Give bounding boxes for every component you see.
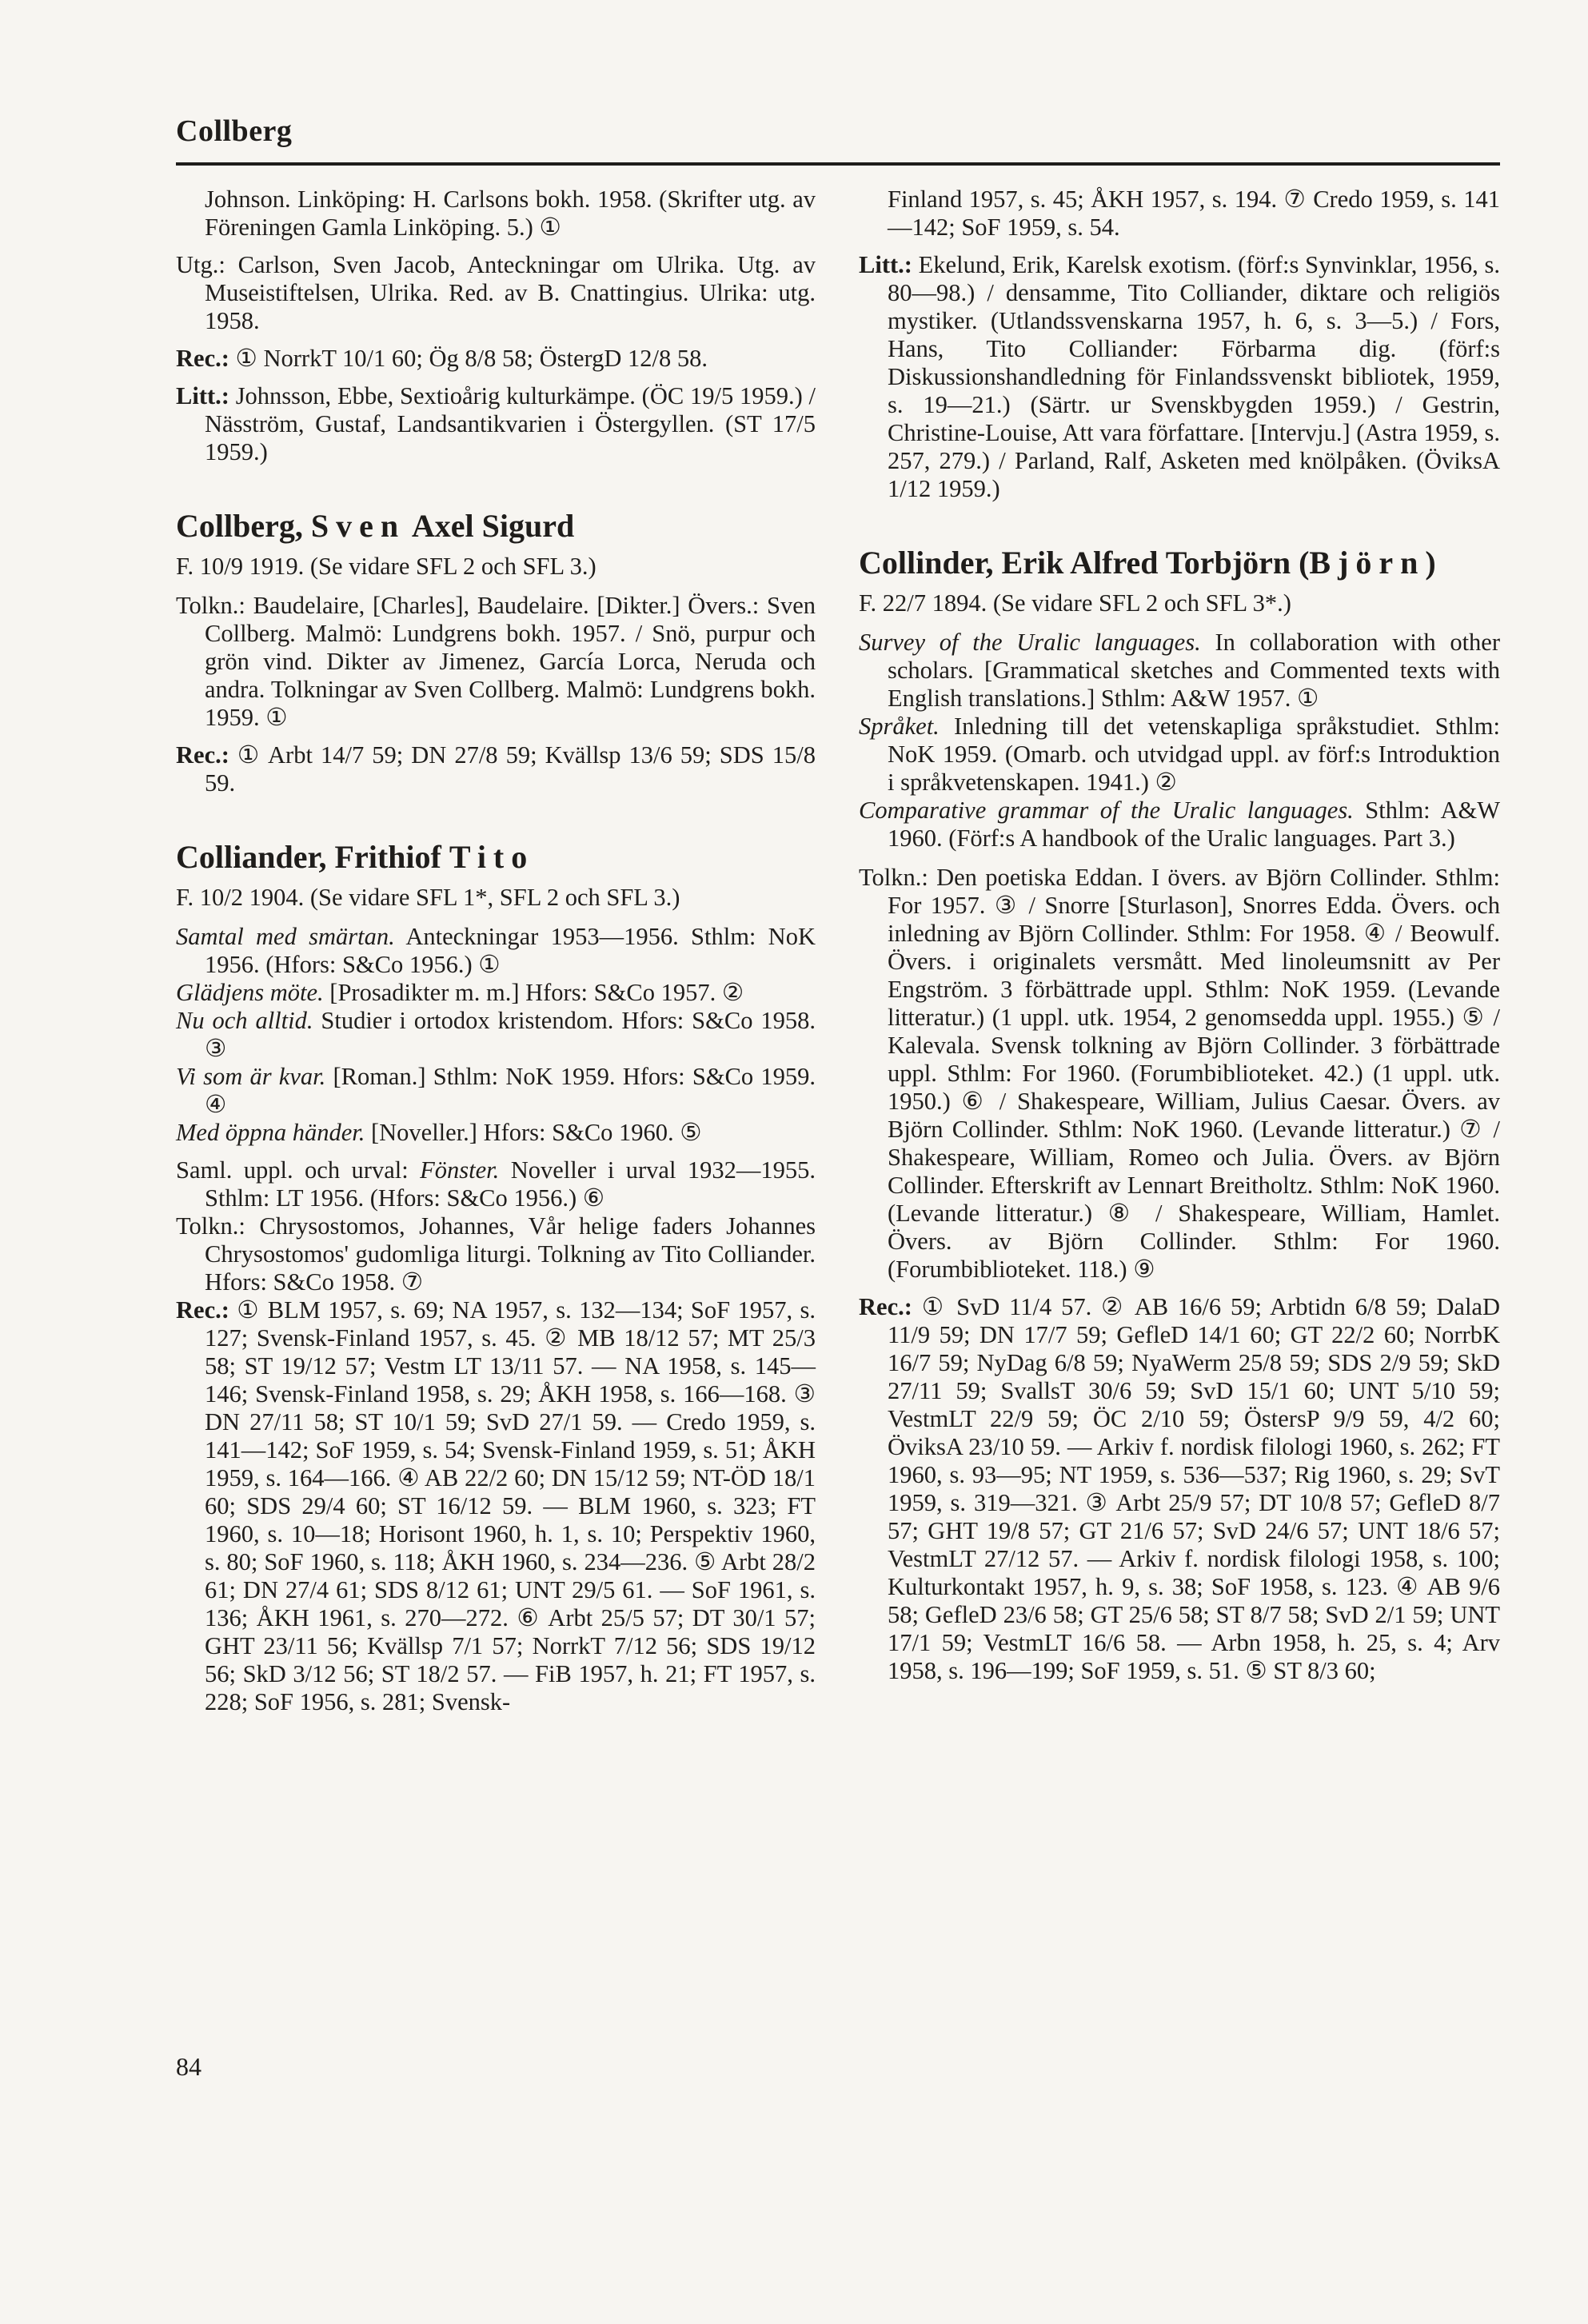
work-entry <box>176 979 816 1007</box>
section-label: Rec.: <box>859 1293 912 1320</box>
author-given-name: Sven <box>310 508 406 544</box>
work-entry <box>176 1063 816 1119</box>
work-title: Survey of the Uralic languages. <box>859 629 1201 656</box>
work-details: [Roman.] Sthlm: NoK 1959. Hfors: S&Co 1959. ④ <box>205 1063 816 1118</box>
entry-text: Utg.: Carlson, Sven Jacob, Anteckningar om Ulrika. Utg. av Museistiftelsen, Ulrika. Red. av B. Cnattingius. Ulrika: utg. 1958. <box>176 251 816 334</box>
section-label: Rec.: <box>176 345 229 372</box>
work-entry <box>859 629 1500 713</box>
review-list <box>176 741 816 797</box>
work-details: Inledning till det vetenskapliga språkstudiet. Sthlm: NoK 1959. (Omarb. och utvidgad uppl. av förf:s Introduktion i språkvetenskapen. 1941.) ② <box>888 713 1500 796</box>
author-name: Collberg, <box>176 508 311 544</box>
work-entry <box>176 1119 816 1147</box>
author-heading <box>859 545 1500 581</box>
left-column <box>176 186 816 1726</box>
work-title: Comparative grammar of the Uralic languages. <box>859 797 1354 824</box>
author-name-rest: Axel Sigurd <box>405 508 575 544</box>
birth-note: F. 10/9 1919. (Se vidare SFL 2 och SFL 3.) <box>176 553 596 580</box>
review-text: ① BLM 1957, s. 69; NA 1957, s. 132—134; SoF 1957, s. 127; Svensk-Finland 1957, s. 45. ② MB 18/12 57; MT 25/3 58; ST 19/12 57; Vestm LT 13/11 57. — NA 1958, s. 145—146; Svensk-Finland 1958, s. 29; ÅKH 1958, s. 166—168. ③ DN 27/11 58; ST 10/1 59; SvD 27/1 59. — Credo 1959, s. 141—142; SoF 1959, s. 54; Svensk-Finland 1959, s. 51; ÅKH 1959, s. 164—166. ④ AB 22/2 60; DN 15/12 59; NT-ÖD 18/1 60; SDS 29/4 60; ST 16/12 59. — BLM 1960, s. 323; FT 1960, s. 10—18; Horisont 1960, h. 1, s. 10; Perspektiv 1960, s. 80; SoF 1960, s. 118; ÅKH 1960, s. 234—236. ⑤ Arbt 28/2 61; DN 27/4 61; SDS 8/12 61; UNT 29/5 61. — SoF 1961, s. 136; ÅKH 1961, s. 270—272. ⑥ Arbt 25/5 57; DT 30/1 57; GHT 23/11 56; Kvällsp 7/1 57; NorrkT 7/12 56; SDS 19/12 56; SkD 3/12 56; ST 18/2 57. — FiB 1957, h. 21; FT 1957, s. 228; SoF 1956, s. 281; Svensk- <box>205 1296 816 1715</box>
work-title: Nu och alltid. <box>176 1007 313 1034</box>
work-title: Glädjens möte. <box>176 979 324 1006</box>
author-heading <box>176 839 816 876</box>
review-list <box>859 1293 1500 1685</box>
review-list <box>859 251 1500 503</box>
work-entry <box>859 713 1500 797</box>
work-prefix: Saml. uppl. och urval: <box>176 1156 421 1184</box>
author-given-name: Tito <box>449 839 535 875</box>
review-text: Ekelund, Erik, Karelsk exotism. (förf:s Synvinklar, 1956, s. 80—98.) / densamme, Tito Colliander, diktare och religiös mystiker. (Utlandssvenskarna 1957, h. 6, s. 3—5.) / Fors, Hans, Tito Colliander: Förbarma dig. (förf:s Diskussionshandledning för Finlandssvenskt bibliotek, 1959, s. 19—21.) (Särtr. ur Svenskbygden 1959.) / Gestrin, Christine-Louise, Att vara författare. [Intervju.] (Astra 1959, s. 257, 279.) / Parland, Ralf, Asketen med knölpåken. (ÖviksA 1/12 1959.) <box>888 251 1500 502</box>
review-text: Johnsson, Ebbe, Sextioårig kulturkämpe. (ÖC 19/5 1959.) / Näsström, Gustaf, Landsantikvarien i Östergyllen. (ST 17/5 1959.) <box>205 382 816 465</box>
review-text: ① Arbt 14/7 59; DN 27/8 59; Kvällsp 13/6 59; SDS 15/8 59. <box>205 741 816 797</box>
section-label: Rec.: <box>176 1296 229 1324</box>
running-head: Collberg <box>176 114 293 148</box>
birth-note: F. 22/7 1894. (Se vidare SFL 2 och SFL 3*.) <box>859 589 1291 617</box>
work-entry <box>859 797 1500 853</box>
work-details: [Prosadikter m. m.] Hfors: S&Co 1957. ② <box>323 979 744 1006</box>
entry-text: Tolkn.: Baudelaire, [Charles], Baudelaire. [Dikter.] Övers.: Sven Collberg. Malmö: Lundgrens bokh. 1957. / Snö, purpur och grön vind. Dikter av Jimenez, García Lorca, Neruda och andra. Tolkningar av Sven Collberg. Malmö: Lundgrens bokh. 1959. ① <box>176 592 816 731</box>
page-number: 84 <box>176 2052 201 2081</box>
work-title: Samtal med smärtan. <box>176 923 395 950</box>
section-label: Litt.: <box>176 382 229 409</box>
work-details: Studier i ortodox kristendom. Hfors: S&Co 1958. ③ <box>205 1007 816 1062</box>
header-rule <box>176 162 1500 166</box>
work-title: Språket. <box>859 713 940 740</box>
work-title: Med öppna händer. <box>176 1119 365 1146</box>
author-name-rest: ) <box>1425 545 1436 581</box>
right-column <box>859 186 1500 1695</box>
entry-text: Tolkn.: Den poetiska Eddan. I övers. av Björn Collinder. Sthlm: For 1957. ③ / Snorre [Sturlason], Snorres Edda. Övers. och inledning av Björn Collinder. Sthlm: For 1958. ④ / Beowulf. Övers. i originalets versmått. Med linoleumsnitt av Per Engström. 3 förbättrade uppl. Sthlm: NoK 1959. (Levande litteratur.) (1 uppl. utk. 1954, 2 genomsedda uppl. 1955.) ⑤ / Kalevala. Svensk tolkning av Björn Collinder. 3 förbättrade uppl. Sthlm: For 1960. (Forumbiblioteket. 42.) (1 uppl. utk. 1950.) ⑥ / Shakespeare, William, Julius Caesar. Övers. av Björn Collinder. Sthlm: NoK 1960. (Levande litteratur.) ⑦ / Shakespeare, William, Romeo och Julia. Övers. av Björn Collinder. Efterskrift av Lennart Breitholtz. Sthlm: NoK 1960. (Levande litteratur.) ⑧ / Shakespeare, William, Hamlet. Övers. av Björn Collinder. Sthlm: For 1960. (Forumbiblioteket. 118.) ⑨ <box>859 864 1500 1283</box>
section-label: Litt.: <box>859 251 912 278</box>
review-list <box>176 382 816 466</box>
section-label: Rec.: <box>176 741 229 769</box>
work-entry <box>176 1007 816 1063</box>
entry-text: Finland 1957, s. 45; ÅKH 1957, s. 194. ⑦ Credo 1959, s. 141—142; SoF 1959, s. 54. <box>888 186 1500 241</box>
birth-note: F. 10/2 1904. (Se vidare SFL 1*, SFL 2 och SFL 3.) <box>176 884 680 911</box>
entry-text: Tolkn.: Chrysostomos, Johannes, Vår helige faders Johannes Chrysostomos' gudomliga liturgi. Tolkning av Tito Colliander. Hfors: S&Co 1958. ⑦ <box>176 1212 816 1296</box>
work-entry <box>176 1156 816 1212</box>
work-details: Noveller i urval 1932—1955. Sthlm: LT 1956. (Hfors: S&Co 1956.) ⑥ <box>205 1156 816 1212</box>
review-list <box>176 1296 816 1716</box>
work-details: [Noveller.] Hfors: S&Co 1960. ⑤ <box>365 1119 702 1146</box>
review-text: ① SvD 11/4 57. ② AB 16/6 59; Arbtidn 6/8 59; DalaD 11/9 59; DN 17/7 59; GefleD 14/1 60; GT 22/2 60; NorrbK 16/7 59; NyDag 6/8 59; NyaWerm 25/8 59; SDS 2/9 59; SkD 27/11 59; SvallsT 30/6 59; SvD 15/1 60; UNT 5/10 59; VestmLT 22/9 59; ÖC 2/10 59; ÖstersP 9/9 59, 4/2 60; ÖviksA 23/10 59. — Arkiv f. nordisk filologi 1960, s. 262; FT 1960, s. 93—95; NT 1959, s. 536—537; Rig 1960, s. 29; SvT 1959, s. 319—321. ③ Arbt 25/9 57; DT 10/8 57; GefleD 8/7 57; GHT 19/8 57; GT 21/6 57; SvD 24/6 57; UNT 18/6 57; VestmLT 27/12 57. — Arkiv f. nordisk filologi 1958, s. 100; Kulturkontakt 1957, h. 9, s. 38; SoF 1958, s. 123. ④ AB 9/6 58; GefleD 23/6 58; GT 25/6 58; ST 8/7 58; SvD 2/1 59; UNT 17/1 59; VestmLT 16/6 58. — Arbn 1958, h. 25, s. 4; Arv 1958, s. 196—199; SoF 1959, s. 51. ⑤ ST 8/3 60; <box>888 1293 1500 1684</box>
review-list <box>176 345 816 373</box>
entry-text: Johnson. Linköping: H. Carlsons bokh. 1958. (Skrifter utg. av Föreningen Gamla Linköping. 5.) ① <box>205 186 816 241</box>
review-text: ① NorrkT 10/1 60; Ög 8/8 58; ÖstergD 12/8 58. <box>229 345 708 372</box>
author-given-name: Björn <box>1309 545 1426 581</box>
work-details: Sthlm: A&W 1960. (Förf:s A handbook of the Uralic languages. Part 3.) <box>888 797 1500 852</box>
work-entry <box>176 923 816 979</box>
work-details: Anteckningar 1953—1956. Sthlm: NoK 1956. (Hfors: S&Co 1956.) ① <box>205 923 816 978</box>
work-title: Vi som är kvar. <box>176 1063 326 1090</box>
author-heading <box>176 508 816 545</box>
work-details: In collaboration with other scholars. [Grammatical sketches and Commented texts with English translations.] Sthlm: A&W 1957. ① <box>888 629 1501 712</box>
author-name: Colliander, Frithiof <box>176 839 449 875</box>
author-name: Collinder, Erik Alfred Torbjörn ( <box>859 545 1310 581</box>
work-title: Fönster. <box>420 1156 500 1184</box>
